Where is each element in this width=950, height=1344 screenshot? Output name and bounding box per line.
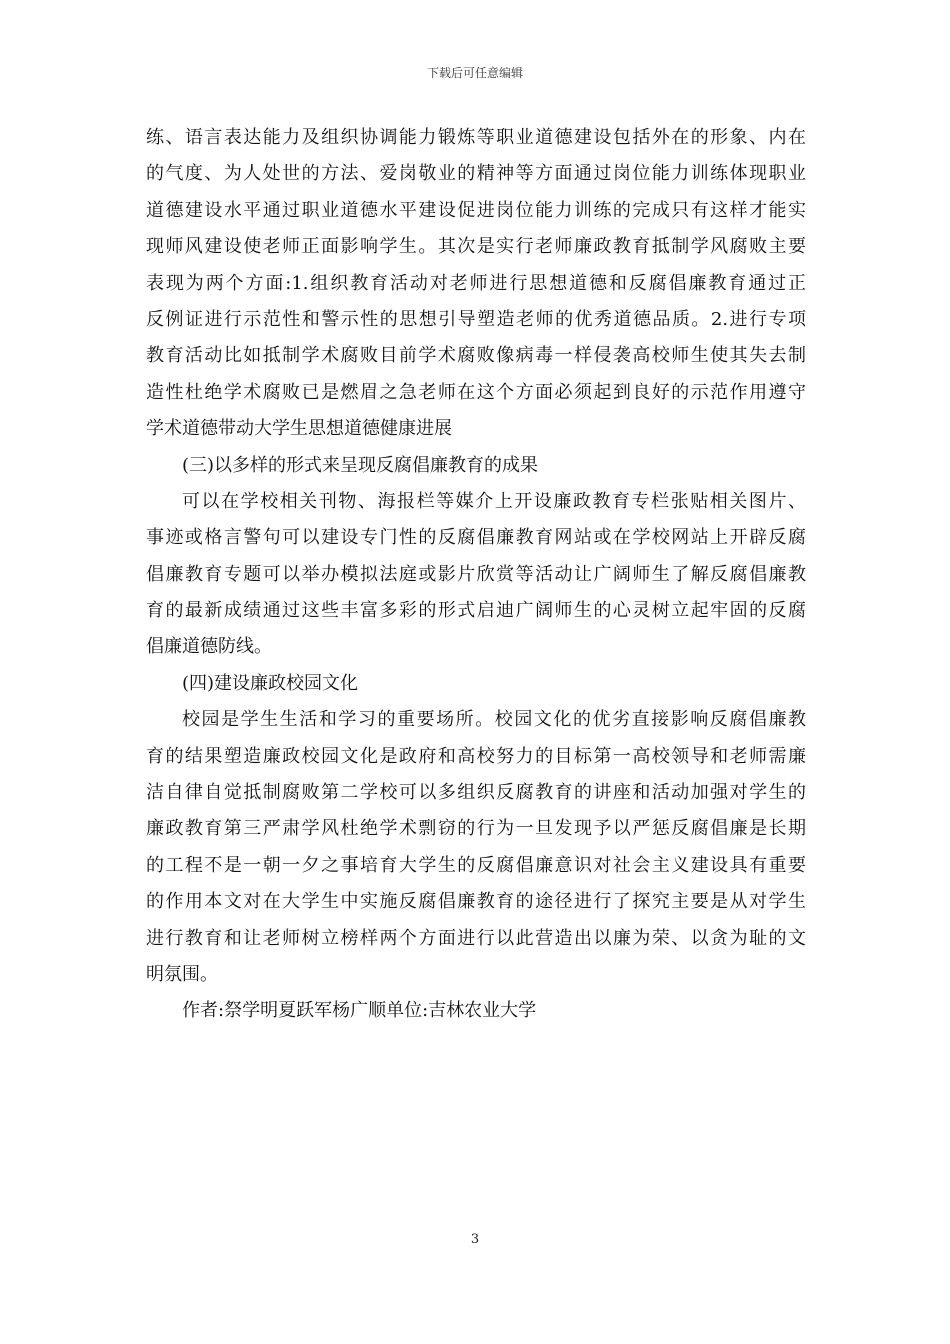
paragraph-section-4 [146, 702, 806, 993]
text-line: 洁自律自觉抵制腐败第二学校可以多组织反腐教育的讲座和活动加强对学生的 [146, 782, 806, 804]
text-line: 明氛围。 [146, 963, 218, 985]
text-line: 教育活动比如抵制学术腐败目前学术腐败像病毒一样侵袭高校师生使其失去制 [146, 345, 806, 367]
paragraph-continuation [146, 120, 806, 448]
text-line: 事迹或格言警句可以建设专门性的反腐倡廉教育网站或在学校网站上开辟反腐 [146, 527, 806, 549]
text-line: 的气度、为人处世的方法、爱岗敬业的精神等方面通过岗位能力训练体现职业 [146, 163, 806, 185]
text-line: 现师风建设使老师正面影响学生。其次是实行老师廉政教育抵制学风腐败主要 [146, 236, 806, 258]
text-line: 进行教育和让老师树立榜样两个方面进行以此营造出以廉为荣、以贪为耻的文 [146, 927, 806, 949]
text-line: 练、语言表达能力及组织协调能力锻炼等职业道德建设包括外在的形象、内在 [146, 127, 806, 148]
text-line: 的作用本文对在大学生中实施反腐倡廉教育的途径进行了探究主要是从对学生 [146, 891, 806, 913]
page-number: 3 [470, 1232, 480, 1247]
section-heading-3: (三)以多样的形式来呈现反腐倡廉教育的成果 [182, 454, 539, 476]
text-line: 倡廉道德防线。 [146, 636, 272, 658]
header-note: 下载后可任意编辑 [426, 66, 523, 80]
text-line: 校园是学生生活和学习的重要场所。校园文化的优劣直接影响反腐倡廉教 [182, 709, 806, 731]
section-heading-4: (四)建设廉政校园文化 [182, 672, 359, 694]
text-line: 造性杜绝学术腐败已是燃眉之急老师在这个方面必须起到良好的示范作用遵守 [146, 381, 806, 403]
text-line: 可以在学校相关刊物、海报栏等媒介上开设廉政教育专栏张贴相关图片、 [182, 490, 806, 512]
text-line: 表现为两个方面:1.组织教育活动对老师进行思想道德和反腐倡廉教育通过正 [146, 272, 806, 294]
text-line: 的工程不是一朝一夕之事培育大学生的反腐倡廉意识对社会主义建设具有重要 [146, 854, 806, 876]
text-line: 倡廉教育专题可以举办模拟法庭或影片欣赏等活动让广阔师生了解反腐倡廉教 [146, 563, 806, 585]
text-line: 道德建设水平通过职业道德水平建设促进岗位能力训练的完成只有这样才能实 [146, 199, 806, 221]
text-line: 育的结果塑造廉政校园文化是政府和高校努力的目标第一高校领导和老师需廉 [146, 745, 806, 767]
paragraph-section-3 [146, 484, 806, 666]
document-body [146, 120, 806, 1030]
text-line: 育的最新成绩通过这些丰富多彩的形式启迪广阔师生的心灵树立起牢固的反腐 [146, 600, 806, 622]
text-line: 学术道德带动大学生思想道德健康进展 [146, 418, 452, 440]
text-line: 廉政教育第三严肃学风杜绝学术剽窃的行为一旦发现予以严惩反腐倡廉是长期 [146, 818, 806, 840]
text-line: 反例证进行示范性和警示性的思想引导塑造老师的优秀道德品质。2.进行专项 [146, 308, 806, 330]
author-line: 作者:祭学明夏跃军杨广顺单位:吉林农业大学 [182, 1000, 537, 1022]
